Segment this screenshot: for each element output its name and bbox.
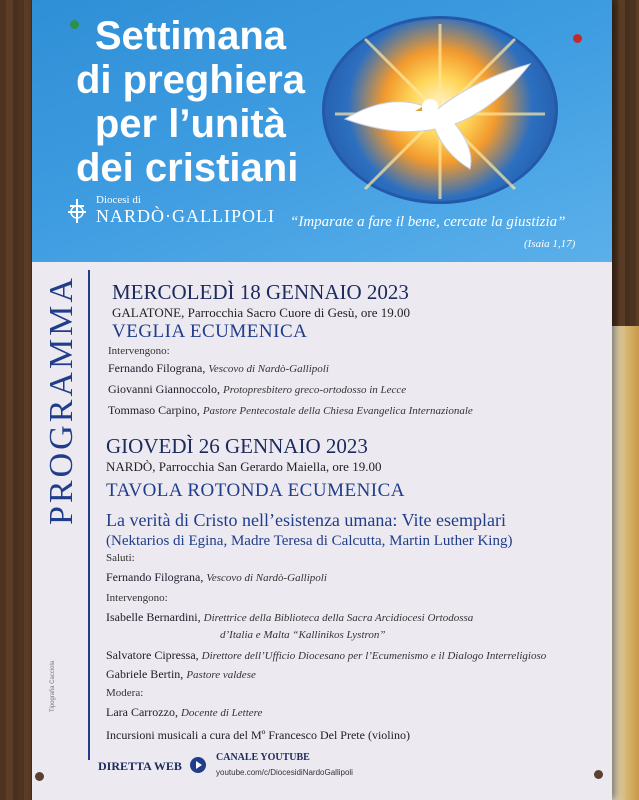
pushpin-icon	[35, 772, 44, 781]
event2-greetings-label: Saluti:	[106, 552, 135, 564]
youtube-channel-label: CANALE YOUTUBE	[216, 752, 310, 763]
motto-reference: (Isaia 1,17)	[524, 238, 576, 250]
event2-title: TAVOLA ROTONDA ECUMENICA	[106, 480, 406, 501]
event1-speaker: Tommaso Carpino, Pastore Pentecostale della Chiesa Evangelica Internazionale	[108, 403, 473, 417]
event2-speaker: Gabriele Bertin, Pastore valdese	[106, 667, 256, 681]
pushpin-icon	[70, 20, 79, 29]
pushpin-icon	[594, 770, 603, 779]
event1-place: GALATONE, Parrocchia Sacro Cuore di Gesù, ore 19.00	[112, 305, 410, 320]
poster	[32, 0, 612, 800]
event2-speaker-role-cont: d’Italia e Malta “Kallinikos Lystron”	[220, 629, 386, 641]
pushpin-icon	[573, 34, 582, 43]
title-line: di preghiera	[76, 58, 305, 102]
event2-speaker: Isabelle Bernardini, Direttrice della Biblioteca della Sacra Arcidiocesi Ortodossa	[106, 610, 474, 624]
youtube-icon	[190, 757, 206, 773]
event2-subtitle-names: (Nektarios di Egina, Madre Teresa di Calcutta, Martin Luther King)	[106, 533, 513, 549]
dove-illustration	[322, 16, 558, 204]
event2-subtitle: La verità di Cristo nell’esistenza umana: Vite esemplari	[106, 510, 506, 530]
title-line: per l’unità	[94, 102, 286, 146]
dove-icon	[325, 19, 555, 201]
event2-music-note: Incursioni musicali a cura del Mº Francesco Del Prete (violino)	[106, 728, 410, 742]
live-web-label: DIRETTA WEB	[98, 759, 182, 773]
event1-speaker: Fernando Filograna, Vescovo di Nardò-Gallipoli	[108, 361, 329, 375]
event2-greeting-person: Fernando Filograna, Vescovo di Nardò-Gallipoli	[106, 570, 327, 584]
title-line: Settimana	[94, 14, 286, 58]
title-line: dei cristiani	[76, 146, 299, 190]
event1-speaker: Giovanni Giannoccolo, Protopresbitero greco-ortodosso in Lecce	[108, 382, 407, 396]
motto-quote: “Imparate a fare il bene, cercate la giustizia”	[290, 214, 566, 230]
event2-speakers-label: Intervengono:	[106, 592, 168, 604]
programma-side-label	[42, 270, 82, 530]
poster-title	[76, 14, 305, 190]
divider-line	[88, 270, 90, 760]
programma-text: PROGRAMMA	[43, 275, 80, 525]
diocese-prefix: Diocesi di	[96, 194, 141, 206]
cross-emblem-icon	[66, 198, 88, 224]
event2-moderator-label: Modera:	[106, 687, 144, 699]
event1-speakers-label: Intervengono:	[108, 345, 170, 357]
poster-header	[32, 0, 612, 262]
diocese-name: NARDÒ·GALLIPOLI	[96, 206, 275, 226]
event2-moderator: Lara Carrozzo, Docente di Lettere	[106, 705, 263, 719]
event1-title: VEGLIA ECUMENICA	[112, 321, 308, 342]
event2-place: NARDÒ, Parrocchia San Gerardo Maiella, ore 19.00	[106, 459, 382, 474]
adjacent-poster-edge	[612, 326, 639, 800]
youtube-url: youtube.com/c/DiocesidiNardoGallipoli	[216, 768, 353, 777]
printer-credit: Tipografia Cacciola	[50, 660, 56, 712]
event2-date: GIOVEDÌ 26 GENNAIO 2023	[106, 434, 368, 458]
event2-speaker: Salvatore Cipressa, Direttore dell’Ufficio Diocesano per l’Ecumenismo e il Dialogo Interreligioso	[106, 648, 547, 662]
event1-date: MERCOLEDÌ 18 GENNAIO 2023	[112, 280, 409, 304]
